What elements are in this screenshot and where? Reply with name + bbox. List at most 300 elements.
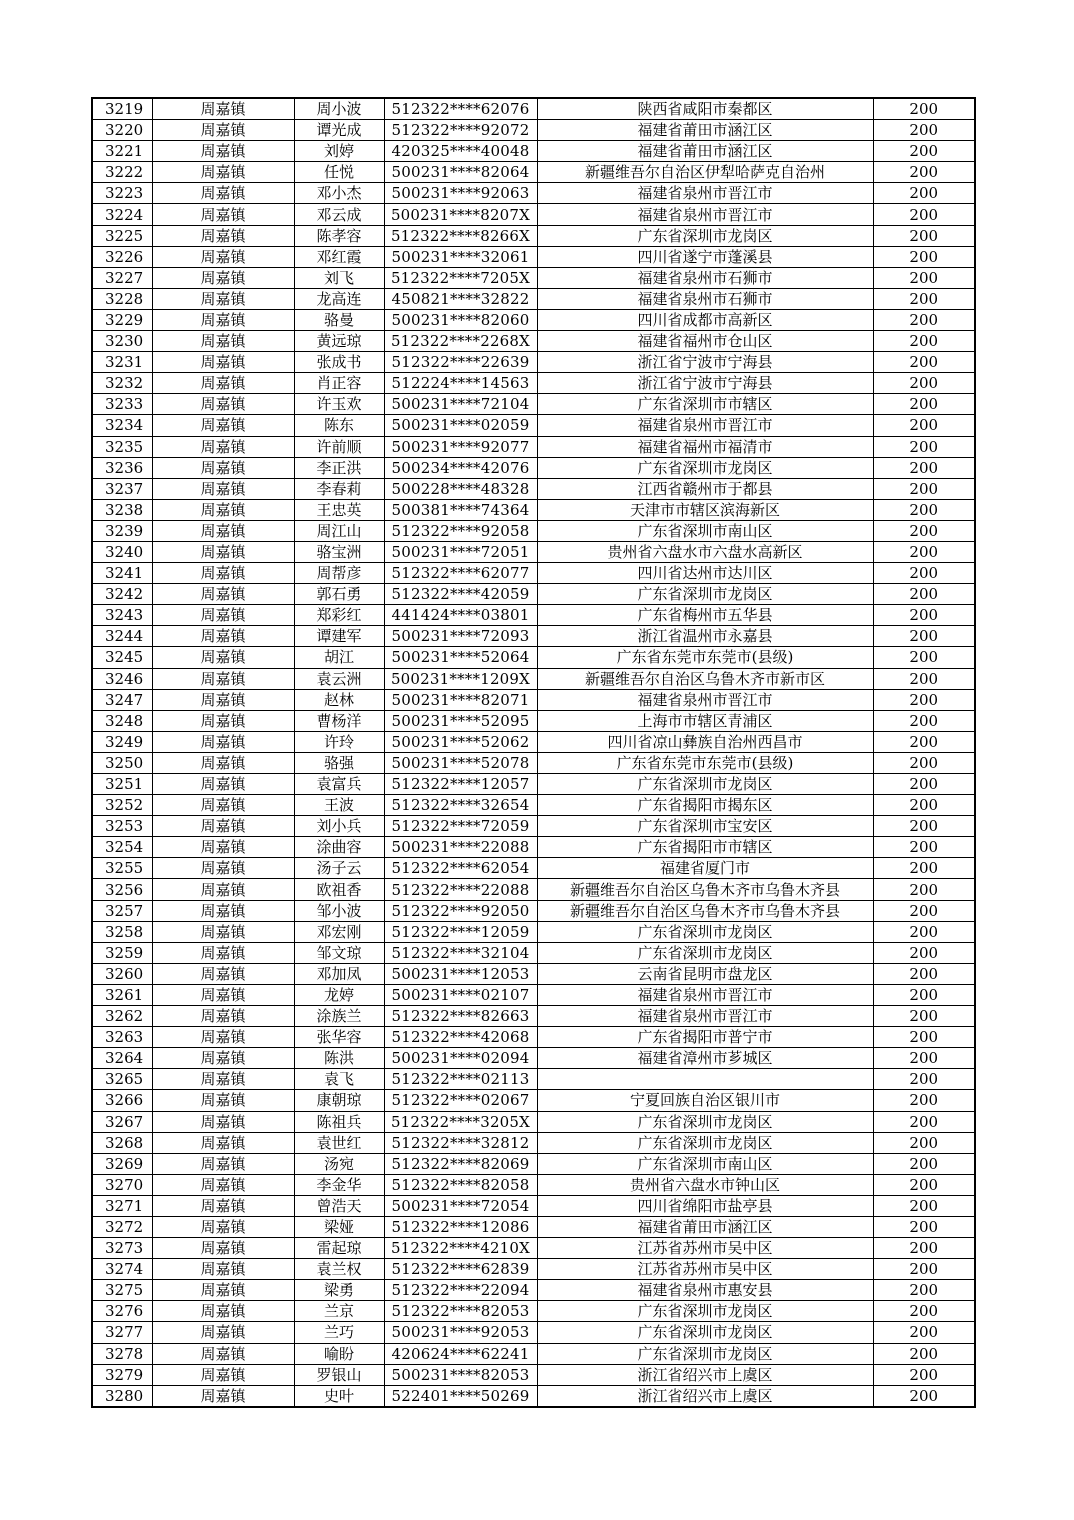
person-name-cell: 袁世红 <box>294 1132 384 1153</box>
town-cell: 周嘉镇 <box>152 436 294 457</box>
town-cell: 周嘉镇 <box>152 1174 294 1195</box>
table-row <box>92 1322 975 1343</box>
amount-cell: 200 <box>873 1322 975 1343</box>
person-name-cell: 王忠英 <box>294 499 384 520</box>
work-location-cell: 广东省深圳市龙岗区 <box>537 1322 873 1343</box>
amount-cell: 200 <box>873 98 975 120</box>
work-location-cell: 广东省揭阳市揭东区 <box>537 795 873 816</box>
person-name-cell: 李正洪 <box>294 457 384 478</box>
town-cell: 周嘉镇 <box>152 183 294 204</box>
table-row <box>92 689 975 710</box>
town-cell: 周嘉镇 <box>152 1153 294 1174</box>
amount-cell: 200 <box>873 710 975 731</box>
row-number-cell: 3234 <box>92 415 152 436</box>
row-number-cell: 3262 <box>92 1006 152 1027</box>
table-row <box>92 647 975 668</box>
amount-cell: 200 <box>873 1132 975 1153</box>
table-row <box>92 774 975 795</box>
amount-cell: 200 <box>873 668 975 689</box>
id-number-cell: 512322****82053 <box>384 1301 537 1322</box>
work-location-cell: 广东省深圳市南山区 <box>537 1153 873 1174</box>
person-name-cell: 许玲 <box>294 731 384 752</box>
town-cell: 周嘉镇 <box>152 858 294 879</box>
id-number-cell: 500231****72104 <box>384 394 537 415</box>
amount-cell: 200 <box>873 1238 975 1259</box>
person-name-cell: 袁云洲 <box>294 668 384 689</box>
id-number-cell: 500231****82071 <box>384 689 537 710</box>
row-number-cell: 3265 <box>92 1069 152 1090</box>
work-location-cell: 福建省厦门市 <box>537 858 873 879</box>
amount-cell: 200 <box>873 541 975 562</box>
town-cell: 周嘉镇 <box>152 1301 294 1322</box>
person-name-cell: 李金华 <box>294 1174 384 1195</box>
table-row <box>92 1364 975 1385</box>
town-cell: 周嘉镇 <box>152 1090 294 1111</box>
town-cell: 周嘉镇 <box>152 246 294 267</box>
id-number-cell: 500381****74364 <box>384 499 537 520</box>
table-row <box>92 668 975 689</box>
id-number-cell: 512322****12057 <box>384 774 537 795</box>
work-location-cell: 浙江省绍兴市上虞区 <box>537 1385 873 1407</box>
id-number-cell: 512322****22088 <box>384 879 537 900</box>
row-number-cell: 3240 <box>92 541 152 562</box>
id-number-cell: 500231****02059 <box>384 415 537 436</box>
town-cell: 周嘉镇 <box>152 309 294 330</box>
id-number-cell: 512322****92050 <box>384 900 537 921</box>
id-number-cell: 512322****42068 <box>384 1027 537 1048</box>
row-number-cell: 3259 <box>92 942 152 963</box>
town-cell: 周嘉镇 <box>152 1006 294 1027</box>
person-name-cell: 刘婷 <box>294 141 384 162</box>
person-name-cell: 王波 <box>294 795 384 816</box>
work-location-cell: 四川省遂宁市蓬溪县 <box>537 246 873 267</box>
work-location-cell: 浙江省绍兴市上虞区 <box>537 1364 873 1385</box>
row-number-cell: 3227 <box>92 267 152 288</box>
row-number-cell: 3254 <box>92 837 152 858</box>
row-number-cell: 3261 <box>92 984 152 1005</box>
table-row <box>92 879 975 900</box>
id-number-cell: 512322****82058 <box>384 1174 537 1195</box>
amount-cell: 200 <box>873 394 975 415</box>
id-number-cell: 500231****72093 <box>384 626 537 647</box>
amount-cell: 200 <box>873 626 975 647</box>
id-number-cell: 500231****52062 <box>384 731 537 752</box>
work-location-cell: 广东省深圳市龙岗区 <box>537 1301 873 1322</box>
town-cell: 周嘉镇 <box>152 1280 294 1301</box>
row-number-cell: 3280 <box>92 1385 152 1407</box>
amount-cell: 200 <box>873 373 975 394</box>
amount-cell: 200 <box>873 457 975 478</box>
work-location-cell: 广东省深圳市龙岗区 <box>537 584 873 605</box>
row-number-cell: 3223 <box>92 183 152 204</box>
work-location-cell: 江苏省苏州市吴中区 <box>537 1238 873 1259</box>
town-cell: 周嘉镇 <box>152 984 294 1005</box>
row-number-cell: 3267 <box>92 1111 152 1132</box>
table-row <box>92 942 975 963</box>
town-cell: 周嘉镇 <box>152 1132 294 1153</box>
amount-cell: 200 <box>873 795 975 816</box>
table-row <box>92 415 975 436</box>
person-name-cell: 许前顺 <box>294 436 384 457</box>
town-cell: 周嘉镇 <box>152 1111 294 1132</box>
work-location-cell: 福建省福州市仓山区 <box>537 331 873 352</box>
amount-cell: 200 <box>873 605 975 626</box>
person-name-cell: 欧祖香 <box>294 879 384 900</box>
row-number-cell: 3260 <box>92 963 152 984</box>
work-location-cell: 浙江省宁波市宁海县 <box>537 373 873 394</box>
table-row <box>92 1111 975 1132</box>
id-number-cell: 500231****72051 <box>384 541 537 562</box>
row-number-cell: 3273 <box>92 1238 152 1259</box>
table-row <box>92 1174 975 1195</box>
person-name-cell: 袁富兵 <box>294 774 384 795</box>
id-number-cell: 512322****62077 <box>384 563 537 584</box>
table-row <box>92 1195 975 1216</box>
id-number-cell: 500231****02094 <box>384 1048 537 1069</box>
id-number-cell: 512322****62076 <box>384 98 537 120</box>
table-row <box>92 309 975 330</box>
id-number-cell: 500231****32061 <box>384 246 537 267</box>
town-cell: 周嘉镇 <box>152 563 294 584</box>
person-name-cell: 陈洪 <box>294 1048 384 1069</box>
row-number-cell: 3274 <box>92 1259 152 1280</box>
town-cell: 周嘉镇 <box>152 331 294 352</box>
town-cell: 周嘉镇 <box>152 689 294 710</box>
amount-cell: 200 <box>873 1090 975 1111</box>
id-number-cell: 500231****52078 <box>384 752 537 773</box>
amount-cell: 200 <box>873 309 975 330</box>
person-name-cell: 邓宏刚 <box>294 921 384 942</box>
row-number-cell: 3225 <box>92 225 152 246</box>
amount-cell: 200 <box>873 900 975 921</box>
amount-cell: 200 <box>873 499 975 520</box>
work-location-cell: 广东省深圳市龙岗区 <box>537 774 873 795</box>
amount-cell: 200 <box>873 837 975 858</box>
amount-cell: 200 <box>873 1069 975 1090</box>
id-number-cell: 420325****40048 <box>384 141 537 162</box>
town-cell: 周嘉镇 <box>152 731 294 752</box>
town-cell: 周嘉镇 <box>152 541 294 562</box>
table-row <box>92 1132 975 1153</box>
amount-cell: 200 <box>873 331 975 352</box>
row-number-cell: 3222 <box>92 162 152 183</box>
row-number-cell: 3236 <box>92 457 152 478</box>
row-number-cell: 3232 <box>92 373 152 394</box>
town-cell: 周嘉镇 <box>152 1069 294 1090</box>
row-number-cell: 3246 <box>92 668 152 689</box>
work-location-cell: 新疆维吾尔自治区乌鲁木齐市乌鲁木齐县 <box>537 900 873 921</box>
town-cell: 周嘉镇 <box>152 1027 294 1048</box>
person-name-cell: 龙高连 <box>294 288 384 309</box>
id-number-cell: 512322****62839 <box>384 1259 537 1280</box>
person-name-cell: 郭石勇 <box>294 584 384 605</box>
town-cell: 周嘉镇 <box>152 1322 294 1343</box>
row-number-cell: 3264 <box>92 1048 152 1069</box>
amount-cell: 200 <box>873 246 975 267</box>
table-row <box>92 478 975 499</box>
row-number-cell: 3219 <box>92 98 152 120</box>
amount-cell: 200 <box>873 1301 975 1322</box>
person-name-cell: 谭光成 <box>294 120 384 141</box>
amount-cell: 200 <box>873 141 975 162</box>
work-location-cell: 广东省深圳市龙岗区 <box>537 942 873 963</box>
row-number-cell: 3272 <box>92 1216 152 1237</box>
id-number-cell: 512322****32104 <box>384 942 537 963</box>
id-number-cell: 500234****42076 <box>384 457 537 478</box>
work-location-cell: 四川省绵阳市盐亭县 <box>537 1195 873 1216</box>
person-name-cell: 袁飞 <box>294 1069 384 1090</box>
id-number-cell: 500231****72054 <box>384 1195 537 1216</box>
amount-cell: 200 <box>873 689 975 710</box>
row-number-cell: 3230 <box>92 331 152 352</box>
town-cell: 周嘉镇 <box>152 225 294 246</box>
work-location-cell: 广东省深圳市龙岗区 <box>537 457 873 478</box>
row-number-cell: 3243 <box>92 605 152 626</box>
person-name-cell: 刘小兵 <box>294 816 384 837</box>
town-cell: 周嘉镇 <box>152 626 294 647</box>
amount-cell: 200 <box>873 1385 975 1407</box>
amount-cell: 200 <box>873 984 975 1005</box>
id-number-cell: 512322****82069 <box>384 1153 537 1174</box>
town-cell: 周嘉镇 <box>152 1364 294 1385</box>
work-location-cell: 福建省莆田市涵江区 <box>537 1216 873 1237</box>
work-location-cell: 广东省深圳市市辖区 <box>537 394 873 415</box>
person-name-cell: 黄远琼 <box>294 331 384 352</box>
id-number-cell: 512322****42059 <box>384 584 537 605</box>
id-number-cell: 512322****12059 <box>384 921 537 942</box>
town-cell: 周嘉镇 <box>152 1195 294 1216</box>
id-number-cell: 420624****62241 <box>384 1343 537 1364</box>
town-cell: 周嘉镇 <box>152 900 294 921</box>
table-row <box>92 1280 975 1301</box>
work-location-cell: 广东省深圳市龙岗区 <box>537 225 873 246</box>
table-row <box>92 921 975 942</box>
person-name-cell: 曾浩天 <box>294 1195 384 1216</box>
table-row <box>92 1259 975 1280</box>
person-name-cell: 龙婷 <box>294 984 384 1005</box>
table-row <box>92 288 975 309</box>
id-number-cell: 512322****02067 <box>384 1090 537 1111</box>
id-number-cell: 512322****2268X <box>384 331 537 352</box>
row-number-cell: 3238 <box>92 499 152 520</box>
amount-cell: 200 <box>873 1364 975 1385</box>
row-number-cell: 3270 <box>92 1174 152 1195</box>
work-location-cell: 新疆维吾尔自治区乌鲁木齐市乌鲁木齐县 <box>537 879 873 900</box>
row-number-cell: 3251 <box>92 774 152 795</box>
row-number-cell: 3245 <box>92 647 152 668</box>
table-row <box>92 710 975 731</box>
id-number-cell: 500231****52095 <box>384 710 537 731</box>
work-location-cell: 福建省泉州市晋江市 <box>537 183 873 204</box>
work-location-cell: 福建省漳州市芗城区 <box>537 1048 873 1069</box>
amount-cell: 200 <box>873 921 975 942</box>
table-row <box>92 373 975 394</box>
amount-cell: 200 <box>873 731 975 752</box>
work-location-cell: 浙江省宁波市宁海县 <box>537 352 873 373</box>
id-number-cell: 500231****52064 <box>384 647 537 668</box>
row-number-cell: 3224 <box>92 204 152 225</box>
person-name-cell: 肖正容 <box>294 373 384 394</box>
work-location-cell: 福建省泉州市晋江市 <box>537 204 873 225</box>
person-name-cell: 周江山 <box>294 520 384 541</box>
person-name-cell: 涂曲容 <box>294 837 384 858</box>
id-number-cell: 512322****22639 <box>384 352 537 373</box>
id-number-cell: 512322****32654 <box>384 795 537 816</box>
person-name-cell: 周帮彦 <box>294 563 384 584</box>
table-row <box>92 795 975 816</box>
amount-cell: 200 <box>873 436 975 457</box>
person-name-cell: 梁勇 <box>294 1280 384 1301</box>
amount-cell: 200 <box>873 647 975 668</box>
work-location-cell: 广东省深圳市宝安区 <box>537 816 873 837</box>
work-location-cell: 新疆维吾尔自治区伊犁哈萨克自治州 <box>537 162 873 183</box>
amount-cell: 200 <box>873 288 975 309</box>
id-number-cell: 512322****02113 <box>384 1069 537 1090</box>
table-row <box>92 1301 975 1322</box>
work-location-cell: 福建省泉州市晋江市 <box>537 689 873 710</box>
town-cell: 周嘉镇 <box>152 267 294 288</box>
town-cell: 周嘉镇 <box>152 415 294 436</box>
row-number-cell: 3226 <box>92 246 152 267</box>
id-number-cell: 512322****4210X <box>384 1238 537 1259</box>
work-location-cell: 天津市市辖区滨海新区 <box>537 499 873 520</box>
work-location-cell: 宁夏回族自治区银川市 <box>537 1090 873 1111</box>
work-location-cell: 四川省凉山彝族自治州西昌市 <box>537 731 873 752</box>
town-cell: 周嘉镇 <box>152 963 294 984</box>
id-number-cell: 512322****72059 <box>384 816 537 837</box>
amount-cell: 200 <box>873 1195 975 1216</box>
work-location-cell: 福建省泉州市晋江市 <box>537 1006 873 1027</box>
table-row <box>92 1238 975 1259</box>
work-location-cell: 贵州省六盘水市钟山区 <box>537 1174 873 1195</box>
table-row <box>92 499 975 520</box>
row-number-cell: 3229 <box>92 309 152 330</box>
town-cell: 周嘉镇 <box>152 774 294 795</box>
work-location-cell: 广东省梅州市五华县 <box>537 605 873 626</box>
person-name-cell: 郑彩红 <box>294 605 384 626</box>
work-location-cell: 广东省深圳市南山区 <box>537 520 873 541</box>
table-row <box>92 141 975 162</box>
town-cell: 周嘉镇 <box>152 647 294 668</box>
work-location-cell: 广东省揭阳市普宁市 <box>537 1027 873 1048</box>
row-number-cell: 3248 <box>92 710 152 731</box>
town-cell: 周嘉镇 <box>152 795 294 816</box>
table-row <box>92 1027 975 1048</box>
town-cell: 周嘉镇 <box>152 837 294 858</box>
row-number-cell: 3220 <box>92 120 152 141</box>
amount-cell: 200 <box>873 1280 975 1301</box>
table-row <box>92 605 975 626</box>
id-number-cell: 500231****82060 <box>384 309 537 330</box>
amount-cell: 200 <box>873 120 975 141</box>
person-name-cell: 骆强 <box>294 752 384 773</box>
table-row <box>92 457 975 478</box>
id-number-cell: 512322****12086 <box>384 1216 537 1237</box>
table-row <box>92 816 975 837</box>
row-number-cell: 3278 <box>92 1343 152 1364</box>
work-location-cell: 福建省泉州市石狮市 <box>537 288 873 309</box>
row-number-cell: 3277 <box>92 1322 152 1343</box>
id-number-cell: 500231****92053 <box>384 1322 537 1343</box>
id-number-cell: 512322****62054 <box>384 858 537 879</box>
person-name-cell: 汤子云 <box>294 858 384 879</box>
table-row <box>92 520 975 541</box>
row-number-cell: 3275 <box>92 1280 152 1301</box>
table-row <box>92 1048 975 1069</box>
id-number-cell: 500231****1209X <box>384 668 537 689</box>
id-number-cell: 512322****7205X <box>384 267 537 288</box>
table-row <box>92 394 975 415</box>
work-location-cell: 广东省揭阳市市辖区 <box>537 837 873 858</box>
row-number-cell: 3221 <box>92 141 152 162</box>
town-cell: 周嘉镇 <box>152 605 294 626</box>
row-number-cell: 3239 <box>92 520 152 541</box>
row-number-cell: 3252 <box>92 795 152 816</box>
id-number-cell: 500231****02107 <box>384 984 537 1005</box>
id-number-cell: 512322****22094 <box>384 1280 537 1301</box>
person-name-cell: 邹小波 <box>294 900 384 921</box>
person-name-cell: 史叶 <box>294 1385 384 1407</box>
work-location-cell <box>537 1069 873 1090</box>
work-location-cell: 四川省成都市高新区 <box>537 309 873 330</box>
person-name-cell: 邓红霞 <box>294 246 384 267</box>
amount-cell: 200 <box>873 1111 975 1132</box>
town-cell: 周嘉镇 <box>152 668 294 689</box>
row-number-cell: 3242 <box>92 584 152 605</box>
table-row <box>92 837 975 858</box>
amount-cell: 200 <box>873 1048 975 1069</box>
work-location-cell: 广东省深圳市龙岗区 <box>537 1111 873 1132</box>
person-name-cell: 雷起琼 <box>294 1238 384 1259</box>
town-cell: 周嘉镇 <box>152 478 294 499</box>
town-cell: 周嘉镇 <box>152 373 294 394</box>
id-number-cell: 512322****8266X <box>384 225 537 246</box>
row-number-cell: 3228 <box>92 288 152 309</box>
table-row <box>92 563 975 584</box>
work-location-cell: 福建省泉州市石狮市 <box>537 267 873 288</box>
id-number-cell: 500228****48328 <box>384 478 537 499</box>
town-cell: 周嘉镇 <box>152 879 294 900</box>
amount-cell: 200 <box>873 752 975 773</box>
person-name-cell: 邓云成 <box>294 204 384 225</box>
town-cell: 周嘉镇 <box>152 288 294 309</box>
table-row <box>92 731 975 752</box>
id-number-cell: 512322****82663 <box>384 1006 537 1027</box>
town-cell: 周嘉镇 <box>152 710 294 731</box>
amount-cell: 200 <box>873 1216 975 1237</box>
row-number-cell: 3241 <box>92 563 152 584</box>
table-row <box>92 162 975 183</box>
table-row <box>92 183 975 204</box>
table-row <box>92 204 975 225</box>
amount-cell: 200 <box>873 162 975 183</box>
person-name-cell: 任悦 <box>294 162 384 183</box>
row-number-cell: 3258 <box>92 921 152 942</box>
id-number-cell: 500231****92063 <box>384 183 537 204</box>
work-location-cell: 福建省泉州市晋江市 <box>537 415 873 436</box>
town-cell: 周嘉镇 <box>152 394 294 415</box>
town-cell: 周嘉镇 <box>152 1048 294 1069</box>
person-name-cell: 涂族兰 <box>294 1006 384 1027</box>
row-number-cell: 3231 <box>92 352 152 373</box>
row-number-cell: 3233 <box>92 394 152 415</box>
id-number-cell: 512322****92058 <box>384 520 537 541</box>
person-name-cell: 胡江 <box>294 647 384 668</box>
person-name-cell: 赵林 <box>294 689 384 710</box>
person-name-cell: 骆宝洲 <box>294 541 384 562</box>
town-cell: 周嘉镇 <box>152 98 294 120</box>
table-row <box>92 1216 975 1237</box>
